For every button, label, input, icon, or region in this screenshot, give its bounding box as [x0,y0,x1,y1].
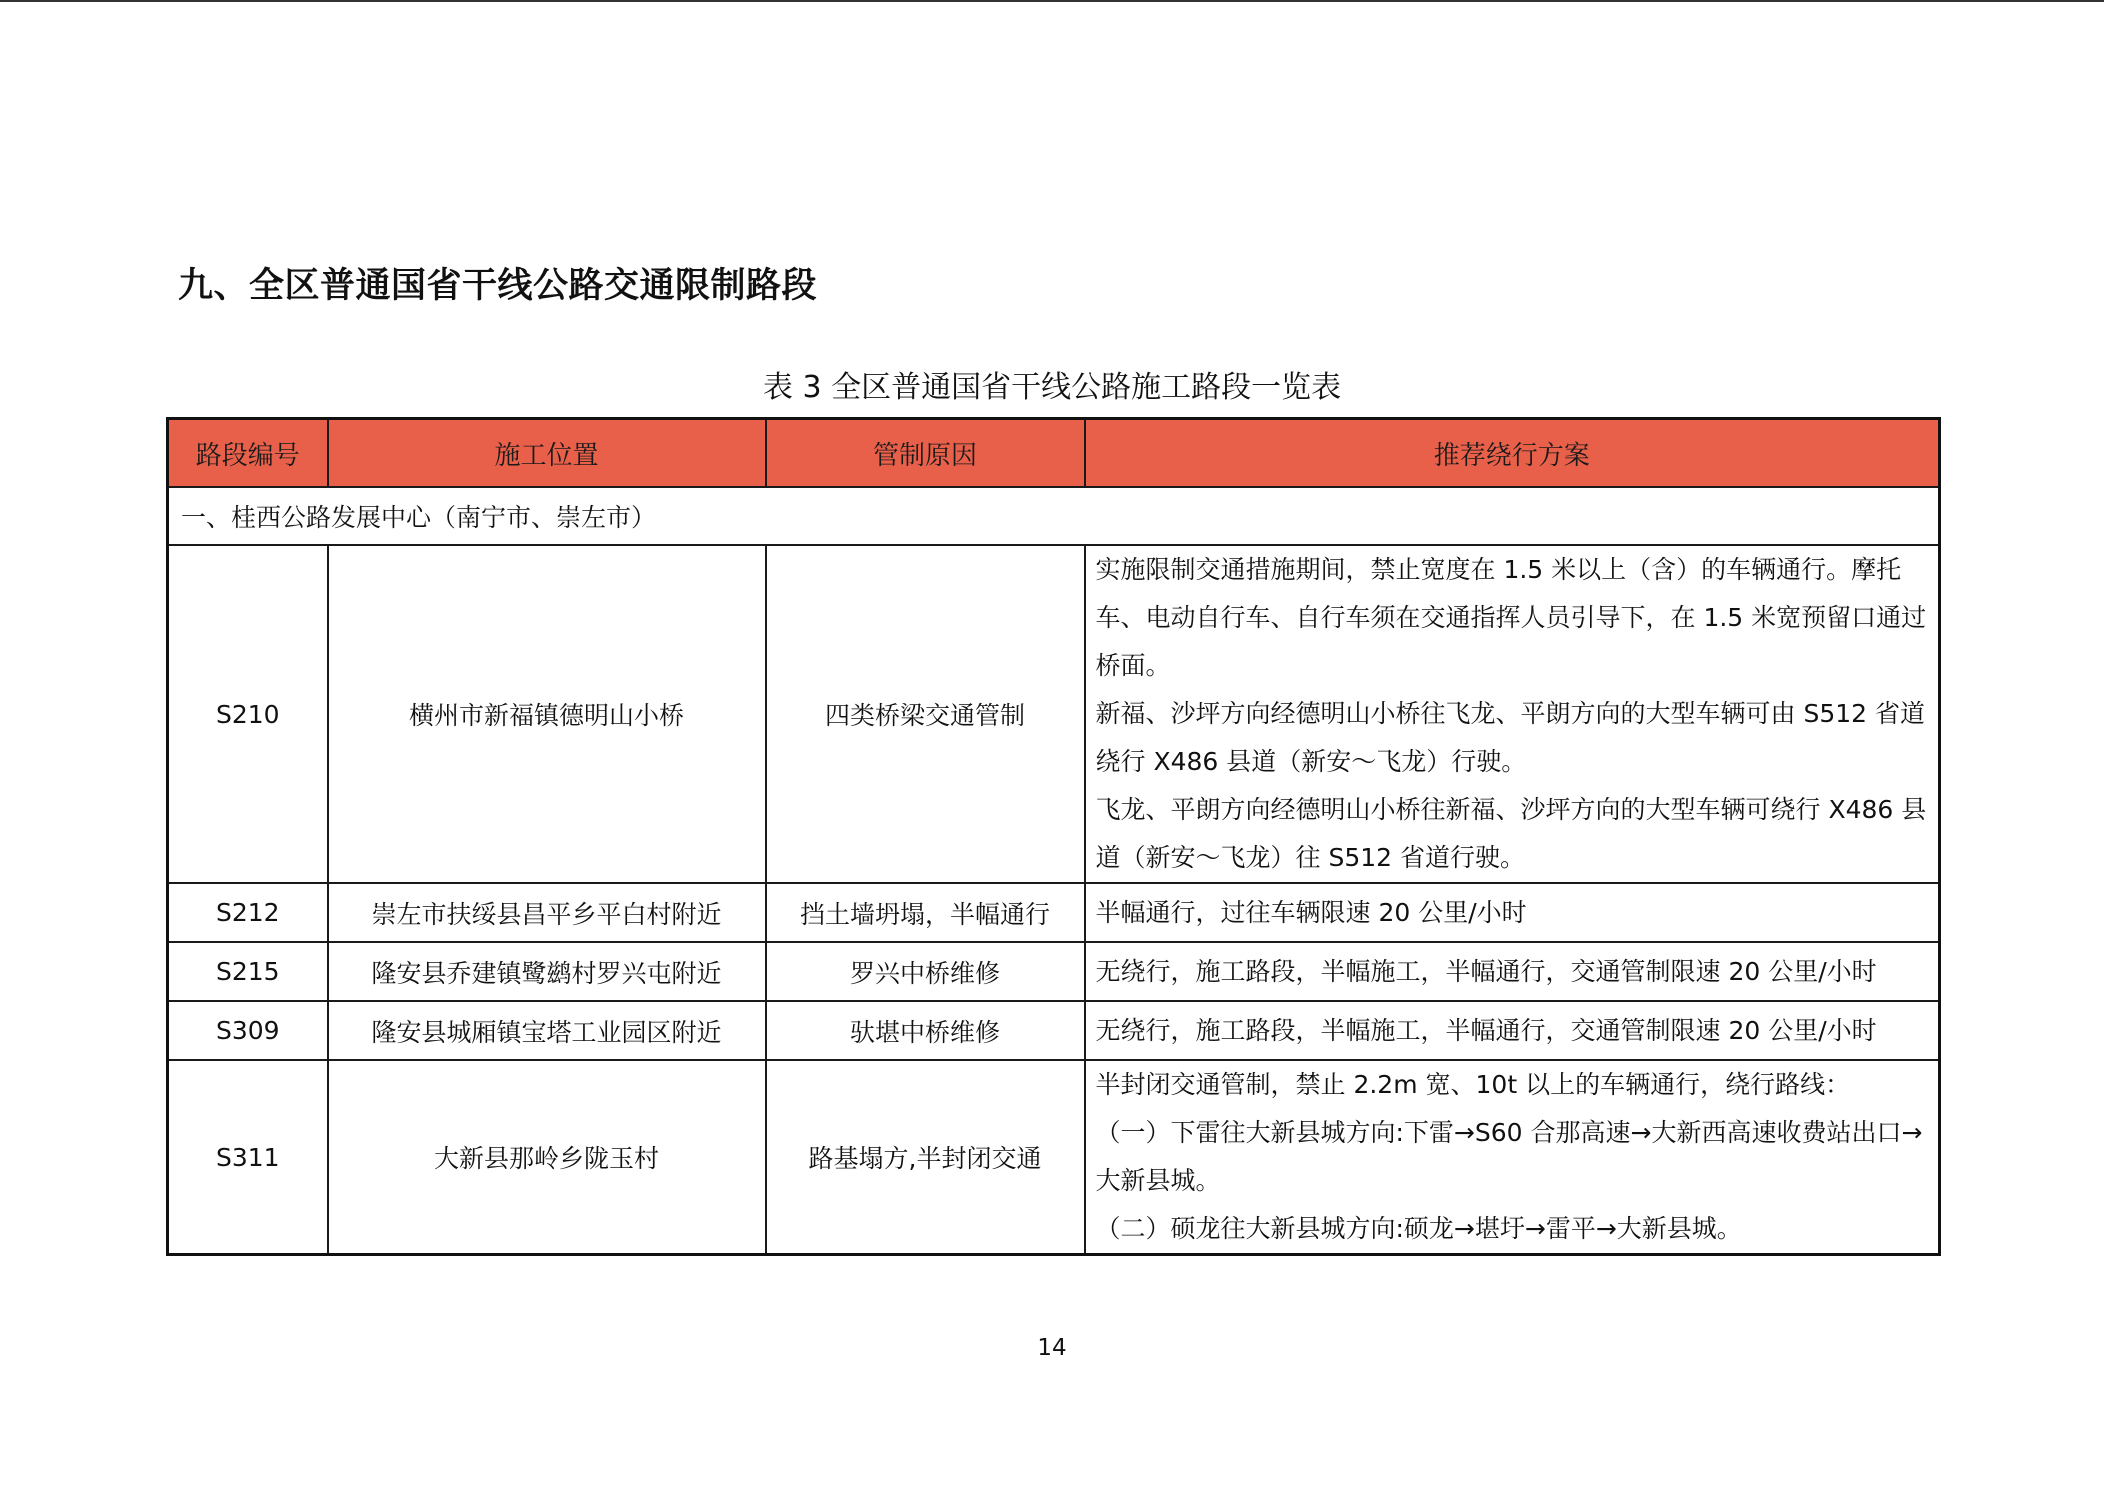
cell-location: 大新县那岭乡陇玉村 [328,1060,766,1255]
cell-section-id: S212 [168,883,328,942]
cell-location: 隆安县乔建镇鹭鹚村罗兴屯附近 [328,942,766,1001]
cell-section-id: S309 [168,1001,328,1060]
cell-detour-plan [1085,1001,1940,1060]
cell-reason: 挡土墙坍塌，半幅通行 [766,883,1085,942]
plan-line: （二）硕龙往大新县城方向:硕龙→堪圩→雷平→大新县城。 [1095,1214,1742,1243]
plan-line: 新福、沙坪方向经德明山小桥往飞龙、平朗方向的大型车辆可由 S512 省道绕行 X486 县道（新安～飞龙）行驶。 [1095,699,1925,776]
cell-reason: 四类桥梁交通管制 [766,545,1085,883]
plan-line: 无绕行，施工路段，半幅施工，半幅通行，交通管制限速 20 公里/小时 [1095,1015,1877,1045]
plan-line: 无绕行，施工路段，半幅施工，半幅通行，交通管制限速 20 公里/小时 [1095,956,1877,986]
cell-section-id: S210 [168,545,328,883]
table-row [168,1001,1940,1060]
table-row [168,545,1940,883]
cell-detour-plan [1085,1060,1940,1255]
section-title: 九、全区普通国省干线公路交通限制路段 [178,266,818,306]
plan-line: 实施限制交通措施期间，禁止宽度在 1.5 米以上（含）的车辆通行。摩托车、电动自行车、自行车须在交通指挥人员引导下，在 1.5 米宽预留口通过桥面。 [1095,555,1927,680]
construction-sections-table [166,417,1941,1256]
cell-location: 崇左市扶绥县昌平乡平白村附近 [328,883,766,942]
cell-reason: 驮堪中桥维修 [766,1001,1085,1060]
table-row [168,883,1940,942]
header-detour-plan: 推荐绕行方案 [1085,419,1940,488]
cell-detour-plan [1085,883,1940,942]
table-row [168,942,1940,1001]
cell-reason: 罗兴中桥维修 [766,942,1085,1001]
cell-location: 隆安县城厢镇宝塔工业园区附近 [328,1001,766,1060]
header-section-id: 路段编号 [168,419,328,488]
plan-line: 飞龙、平朗方向经德明山小桥往新福、沙坪方向的大型车辆可绕行 X486 县道（新安～飞龙）往 S512 省道行驶。 [1095,795,1927,872]
plan-line: （一）下雷往大新县城方向:下雷→S60 合那高速→大新西高速收费站出口→大新县城。 [1095,1118,1923,1195]
cell-reason: 路基塌方,半封闭交通 [766,1060,1085,1255]
table-caption: 表 3 全区普通国省干线公路施工路段一览表 [762,370,1342,405]
cell-section-id: S215 [168,942,328,1001]
plan-line: 半封闭交通管制，禁止 2.2m 宽、10t 以上的车辆通行，绕行路线： [1095,1070,1851,1099]
table-row [168,1060,1940,1255]
cell-section-id: S311 [168,1060,328,1255]
cell-detour-plan [1085,942,1940,1001]
cell-detour-plan [1085,545,1940,883]
group-label: 一、桂西公路发展中心（南宁市、崇左市） [168,487,1940,545]
table-header-row [168,419,1940,488]
page-number: 14 [1037,1335,1067,1361]
top-border-line [0,0,2104,2]
header-location: 施工位置 [328,419,766,488]
group-row [168,487,1940,545]
plan-line: 半幅通行，过往车辆限速 20 公里/小时 [1095,897,1527,927]
cell-location: 横州市新福镇德明山小桥 [328,545,766,883]
header-reason: 管制原因 [766,419,1085,488]
